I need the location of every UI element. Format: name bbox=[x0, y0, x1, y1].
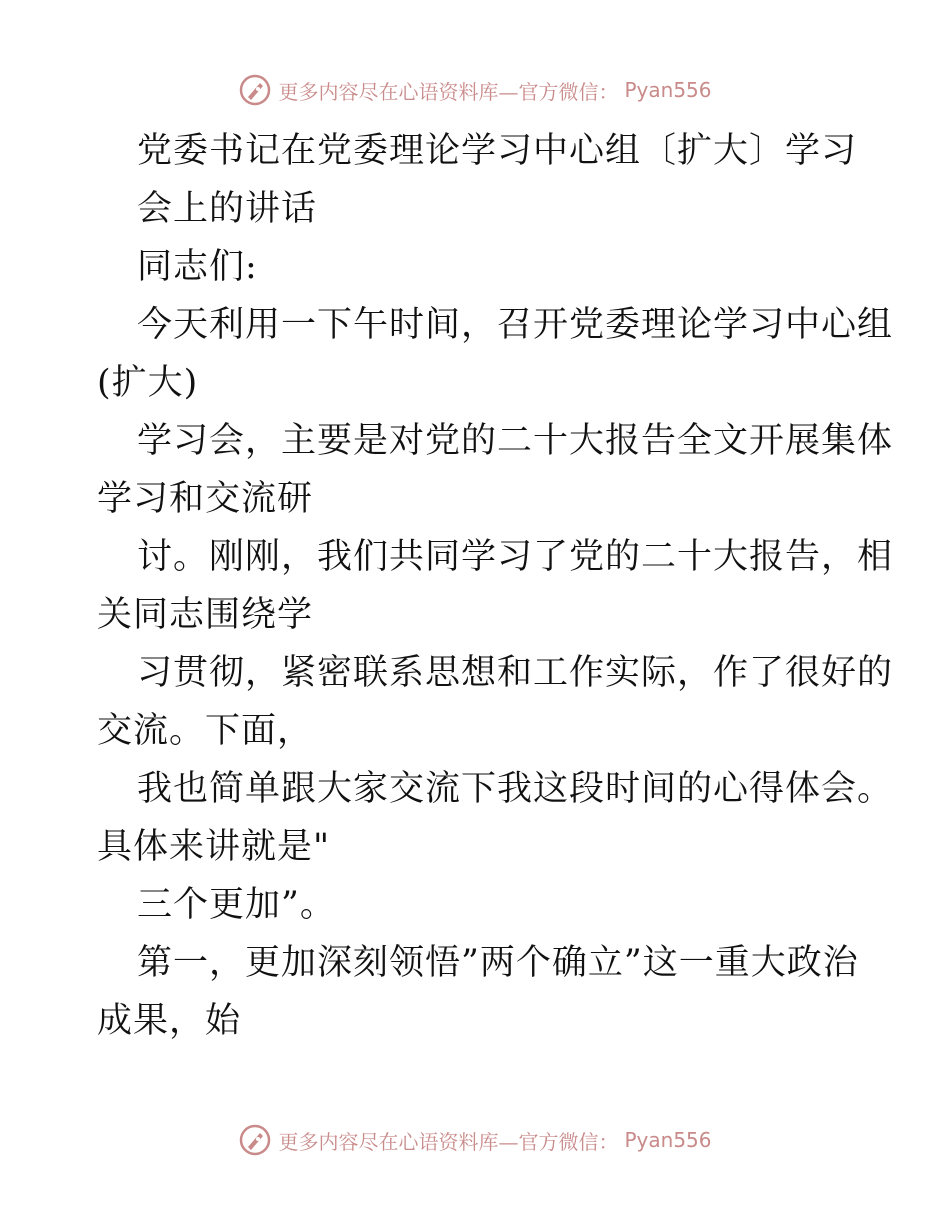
watermark-text: 更多内容尽在心语资料库—官方微信： bbox=[278, 79, 619, 104]
text-line: (扩大) bbox=[97, 363, 199, 403]
text-line: 习贯彻，紧密联系思想和工作实际，作了很好的 bbox=[137, 653, 894, 693]
pen-logo-icon bbox=[238, 1123, 272, 1157]
text-line: 学习会，主要是对党的二十大报告全文开展集体 bbox=[137, 421, 894, 461]
text-line: 讨。刚刚，我们共同学习了党的二十大报告，相 bbox=[137, 537, 894, 577]
text-line: 三个更加”。 bbox=[137, 885, 336, 925]
pen-logo-icon bbox=[238, 73, 272, 107]
header-watermark bbox=[0, 70, 950, 110]
footer-watermark bbox=[0, 1120, 950, 1160]
text-line: 同志们: bbox=[137, 247, 258, 287]
text-line: 具体来讲就是" bbox=[97, 827, 331, 867]
text-line: 会上的讲话 bbox=[137, 189, 318, 229]
text-line: 党委书记在党委理论学习中心组〔扩大〕学习 bbox=[137, 131, 858, 171]
document-body bbox=[97, 122, 894, 1050]
text-line: 我也简单跟大家交流下我这段时间的心得体会。 bbox=[137, 769, 894, 809]
text-line: 关同志围绕学 bbox=[97, 595, 314, 635]
text-line: 今天利用一下午时间，召开党委理论学习中心组 bbox=[137, 305, 894, 345]
text-line: 第一，更加深刻领悟”两个确立”这一重大政治 bbox=[137, 943, 859, 983]
watermark-wechat-id: Pyan556 bbox=[624, 78, 712, 102]
text-line: 交流。下面， bbox=[97, 711, 314, 751]
watermark-wechat-id: Pyan556 bbox=[624, 1128, 712, 1152]
text-line: 学习和交流研 bbox=[97, 479, 314, 519]
watermark-text: 更多内容尽在心语资料库—官方微信： bbox=[278, 1129, 619, 1154]
text-line: 成果，始 bbox=[97, 1001, 242, 1041]
